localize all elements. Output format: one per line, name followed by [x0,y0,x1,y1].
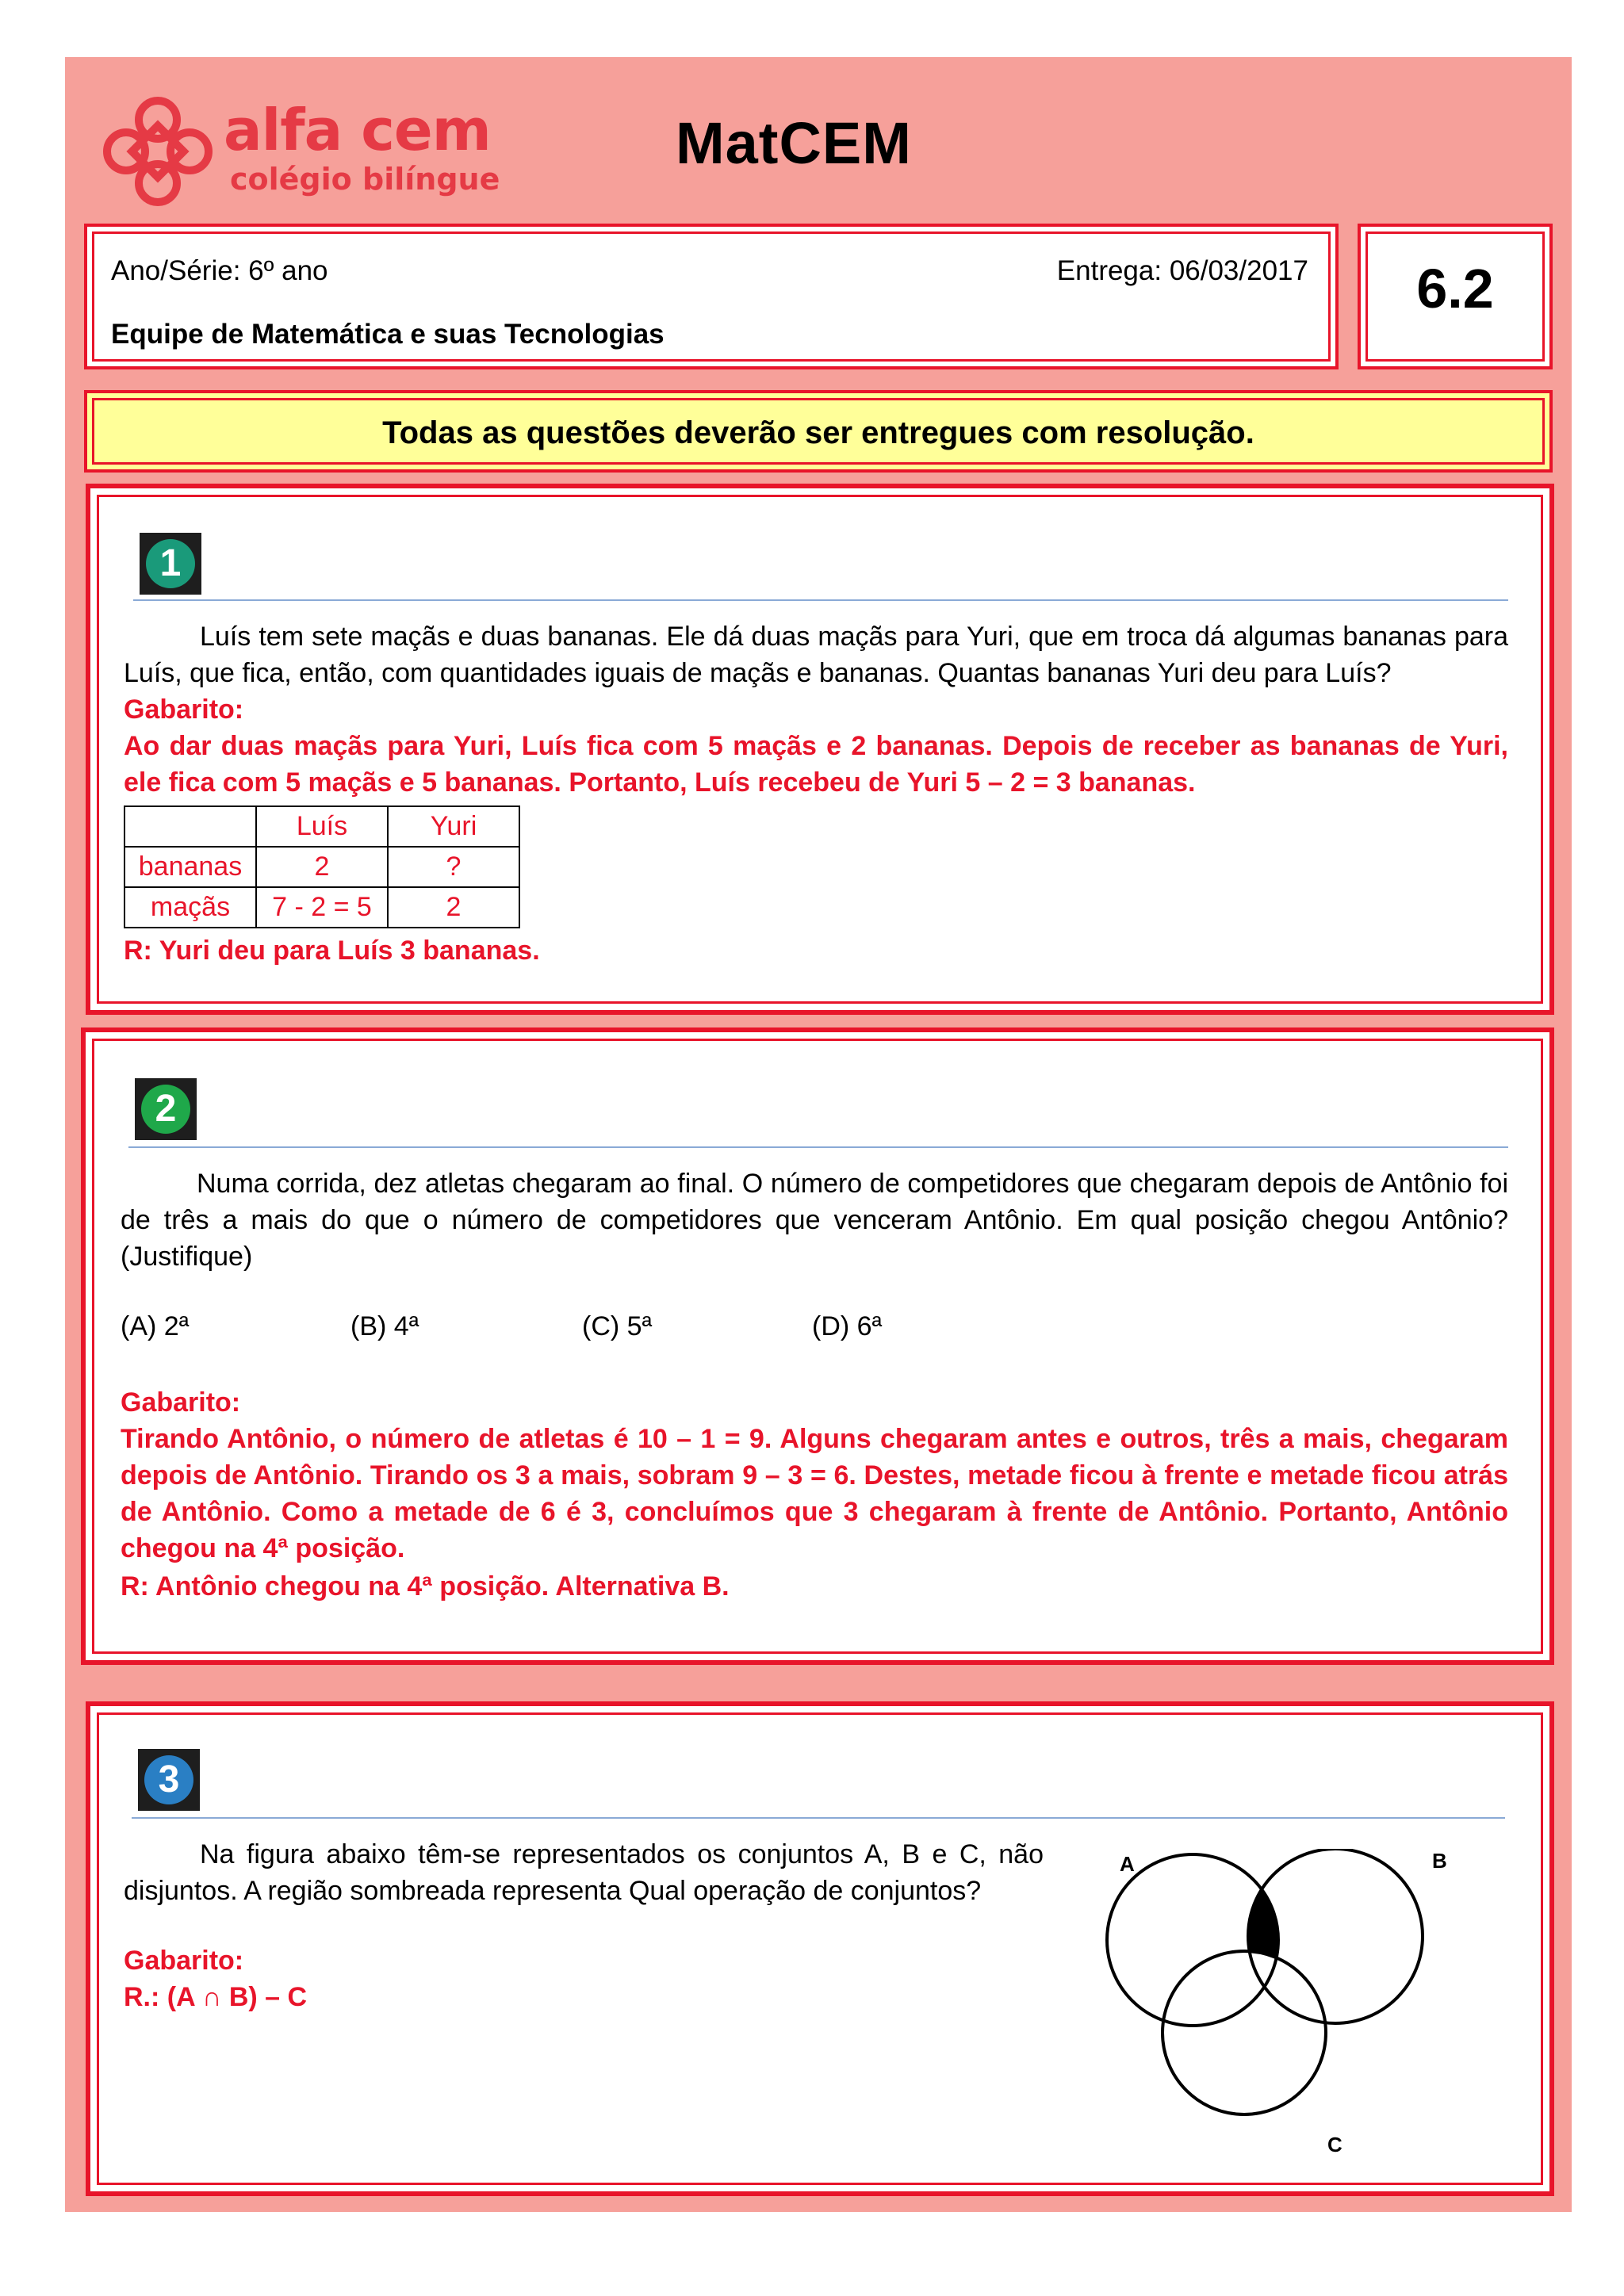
question-3-result: R.: (A ∩ B) – C [124,1982,308,2012]
logo-name: alfa cem [224,97,491,163]
table-cell: 2 [256,847,388,887]
team-name: Equipe de Matemática e suas Tecnologias [111,319,665,350]
question-2-result: R: Antônio chegou na 4ª posição. Alternativa B. [121,1571,730,1601]
question-1-answer: Ao dar duas maçãs para Yuri, Luís fica com 5 maçãs e 2 bananas. Depois de receber as bananas de Yuri, ele fica com 5 maçãs e 5 bananas. Portanto, Luís recebeu de Yuri 5 – 2 = 3 bananas. [124,731,1508,798]
question-2-answer: Tirando Antônio, o número de atletas é 10 – 1 = 9. Alguns chegaram antes e outros, três a mais, chegaram depois de Antônio. Tirando os 3 a mais, sobram 9 – 3 = 6. Destes, metade ficou à frente e metade ficou atrás de Antônio. Como a metade de 6 é 3, concluímos que 3 chegaram à frente de Antônio. Portanto, Antônio chegou na 4ª posição. [121,1424,1508,1563]
answer-choices [121,1311,1508,1348]
instruction-banner [84,390,1553,473]
answer-label: Gabarito: [121,1387,241,1418]
worksheet-code-box [1358,224,1553,369]
table-cell [124,806,256,847]
table-cell: 7 - 2 = 5 [256,887,388,928]
knot-logo-icon [98,92,217,211]
table-cell: Luís [256,806,388,847]
table-cell: 2 [388,887,519,928]
question-1-result: R: Yuri deu para Luís 3 bananas. [124,936,540,966]
choice-d: (D) 6ª [812,1311,883,1341]
question-1-box [86,484,1554,1015]
set-c-circle [1162,1951,1326,2114]
number-1-icon: 1 [146,539,195,588]
header-info-box [84,224,1339,369]
table-row [124,887,519,928]
logo-subtitle: colégio bilíngue [230,162,500,197]
table-cell: maçãs [124,887,256,928]
answer-label: Gabarito: [124,1946,244,1976]
question-3-text: Na figura abaixo têm-se representados os conjuntos A, B e C, não disjuntos. A região sombreada representa Qual operação de conjuntos? [124,1839,1044,1906]
question-2-box [81,1027,1554,1665]
divider [133,599,1508,601]
choice-a: (A) 2ª [121,1311,190,1341]
choice-b: (B) 4ª [350,1311,419,1341]
label-b: B [1432,1849,1447,1873]
venn-diagram [1105,1849,1470,2166]
divider [132,1817,1505,1819]
number-3-icon: 3 [144,1755,193,1804]
divider [128,1146,1508,1148]
instruction-text: Todas as questões deverão ser entregues com resolução. [382,415,1254,450]
question-1-badge [140,533,201,595]
fruit-table [124,806,520,928]
question-2-text: Numa corrida, dez atletas chegaram ao final. O número de competidores que chegaram depois de Antônio foi de três a mais do que o número de competidores que venceram Antônio. Em qual posição chegou Antônio? (Justifique) [121,1169,1508,1272]
page-title: MatCEM [676,110,912,176]
delivery-date: Entrega: 06/03/2017 [1056,255,1308,286]
question-3-box [86,1701,1554,2196]
worksheet-page [65,57,1572,2212]
school-logo [98,92,542,211]
table-cell: Yuri [388,806,519,847]
choice-c: (C) 5ª [582,1311,653,1341]
question-3-badge [138,1749,200,1811]
table-row [124,806,519,847]
table-row [124,847,519,887]
question-1-text: Luís tem sete maçãs e duas bananas. Ele dá duas maçãs para Yuri, que em troca dá algumas bananas para Luís, que fica, então, com quantidades iguais de maçãs e bananas. Quantas bananas Yuri deu para Luís? [124,622,1508,688]
label-a: A [1120,1852,1135,1876]
question-2-badge [135,1078,197,1140]
worksheet-code: 6.2 [1416,258,1494,320]
number-2-icon: 2 [141,1085,190,1134]
grade-label: Ano/Série: 6º ano [111,255,328,286]
table-cell: bananas [124,847,256,887]
label-c: C [1327,2133,1342,2156]
table-cell: ? [388,847,519,887]
answer-label: Gabarito: [124,695,244,725]
